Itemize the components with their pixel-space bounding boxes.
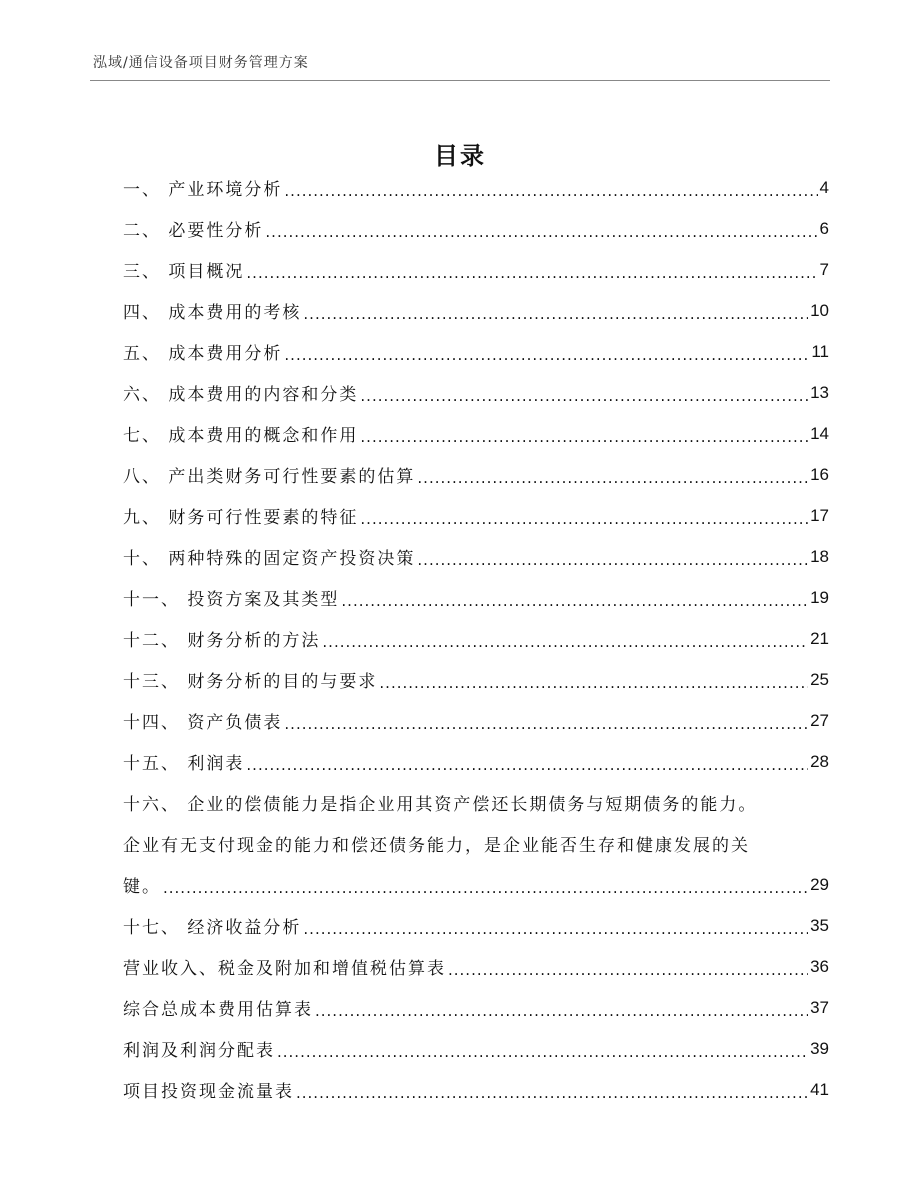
toc-dot-leader (303, 920, 808, 938)
toc-page-number: 6 (819, 218, 829, 238)
toc-entry[interactable] (123, 208, 829, 249)
toc-entry-label: 七、 成本费用的概念和作用 (123, 426, 359, 446)
toc-page-number: 25 (810, 669, 829, 689)
toc-entry-label: 八、 产出类财务可行性要素的估算 (123, 467, 416, 487)
toc-entry-label: 综合总成本费用估算表 (123, 1000, 313, 1020)
toc-entry[interactable] (123, 618, 829, 659)
toc-entry[interactable] (123, 290, 829, 331)
toc-entry-label: 三、 项目概况 (123, 262, 245, 282)
toc-page-number: 19 (810, 587, 829, 607)
toc-entry-label-line-1: 十六、 企业的偿债能力是指企业用其资产偿还长期债务与短期债务的能力。 (123, 795, 758, 815)
toc-entry[interactable] (123, 536, 829, 577)
page-title: 目录 (434, 142, 486, 171)
toc-dot-leader (163, 879, 808, 897)
toc-entry[interactable] (123, 413, 829, 454)
running-header: 泓域/通信设备项目财务管理方案 (93, 55, 309, 71)
toc-entry[interactable] (123, 495, 829, 536)
toc-entry[interactable] (123, 454, 829, 495)
toc-entry[interactable] (123, 741, 829, 782)
toc-entry-label: 九、 财务可行性要素的特征 (123, 508, 359, 528)
toc-entry[interactable] (123, 249, 829, 290)
toc-dot-leader (303, 305, 808, 323)
toc-page-number: 18 (810, 546, 829, 566)
toc-dot-leader (277, 1043, 808, 1061)
toc-dot-leader (296, 1084, 808, 1102)
toc-dot-leader (360, 387, 808, 405)
toc-dot-leader (360, 428, 808, 446)
toc-page-number: 36 (810, 956, 829, 976)
toc-entry-label: 利润及利润分配表 (123, 1041, 275, 1061)
toc-entry-label: 十四、 资产负债表 (123, 713, 283, 733)
toc-page-number: 37 (810, 997, 829, 1017)
toc-dot-leader (322, 633, 808, 651)
toc-entry[interactable] (123, 372, 829, 413)
toc-entry[interactable] (123, 167, 829, 208)
toc-entry[interactable] (123, 659, 829, 700)
toc-dot-leader (284, 182, 817, 200)
toc-page-number: 7 (819, 259, 829, 279)
toc-entry-label: 营业收入、税金及附加和增值税估算表 (123, 959, 446, 979)
toc-page-number: 39 (810, 1038, 829, 1058)
toc-entry[interactable] (123, 577, 829, 618)
toc-entry-label: 五、 成本费用分析 (123, 344, 283, 364)
toc-entry-label-line-2: 企业有无支付现金的能力和偿还债务能力，是企业能否生存和健康发展的关 (123, 836, 750, 856)
toc-page-number: 21 (810, 628, 829, 648)
toc-entry-label: 十二、 财务分析的方法 (123, 631, 321, 651)
toc-dot-leader (417, 469, 808, 487)
toc-dot-leader (417, 551, 808, 569)
table-of-contents (123, 167, 829, 1110)
toc-page-number: 28 (810, 751, 829, 771)
toc-dot-leader (360, 510, 808, 528)
toc-entry[interactable] (123, 987, 829, 1028)
toc-entry[interactable] (123, 700, 829, 741)
toc-dot-leader (246, 756, 808, 774)
toc-entry-label: 十一、 投资方案及其类型 (123, 590, 340, 610)
toc-entry-label: 四、 成本费用的考核 (123, 303, 302, 323)
toc-entry-label: 十五、 利润表 (123, 754, 245, 774)
header-divider (90, 80, 830, 81)
toc-page-number: 14 (810, 423, 829, 443)
toc-entry-label: 十、 两种特殊的固定资产投资决策 (123, 549, 416, 569)
toc-entry-label: 项目投资现金流量表 (123, 1082, 294, 1102)
toc-page-number: 10 (810, 300, 829, 320)
toc-dot-leader (315, 1002, 808, 1020)
toc-entry-label: 十七、 经济收益分析 (123, 918, 302, 938)
toc-dot-leader (246, 264, 817, 282)
toc-page-number: 17 (810, 505, 829, 525)
toc-page-number: 11 (811, 341, 829, 361)
toc-page-number: 29 (810, 874, 829, 894)
toc-dot-leader (284, 715, 808, 733)
toc-entry[interactable] (123, 1028, 829, 1069)
toc-page-number: 16 (810, 464, 829, 484)
toc-entry-label: 二、 必要性分析 (123, 221, 264, 241)
toc-page-number: 35 (810, 915, 829, 935)
toc-page-number: 13 (810, 382, 829, 402)
toc-entry-label: 一、 产业环境分析 (123, 180, 283, 200)
toc-entry[interactable] (123, 946, 829, 987)
toc-entry[interactable] (123, 1069, 829, 1110)
toc-entry-multiline[interactable] (123, 782, 829, 905)
toc-entry-label: 十三、 财务分析的目的与要求 (123, 672, 378, 692)
toc-page-number: 4 (819, 177, 829, 197)
toc-entry-label-line-3: 键。 (123, 877, 161, 897)
toc-entry[interactable] (123, 905, 829, 946)
toc-dot-leader (341, 592, 808, 610)
toc-dot-leader (379, 674, 808, 692)
toc-entry-label: 六、 成本费用的内容和分类 (123, 385, 359, 405)
toc-entry[interactable] (123, 331, 829, 372)
toc-page-number: 41 (810, 1079, 829, 1099)
toc-dot-leader (448, 961, 808, 979)
toc-page-number: 27 (810, 710, 829, 730)
toc-dot-leader (284, 346, 809, 364)
toc-dot-leader (265, 223, 817, 241)
